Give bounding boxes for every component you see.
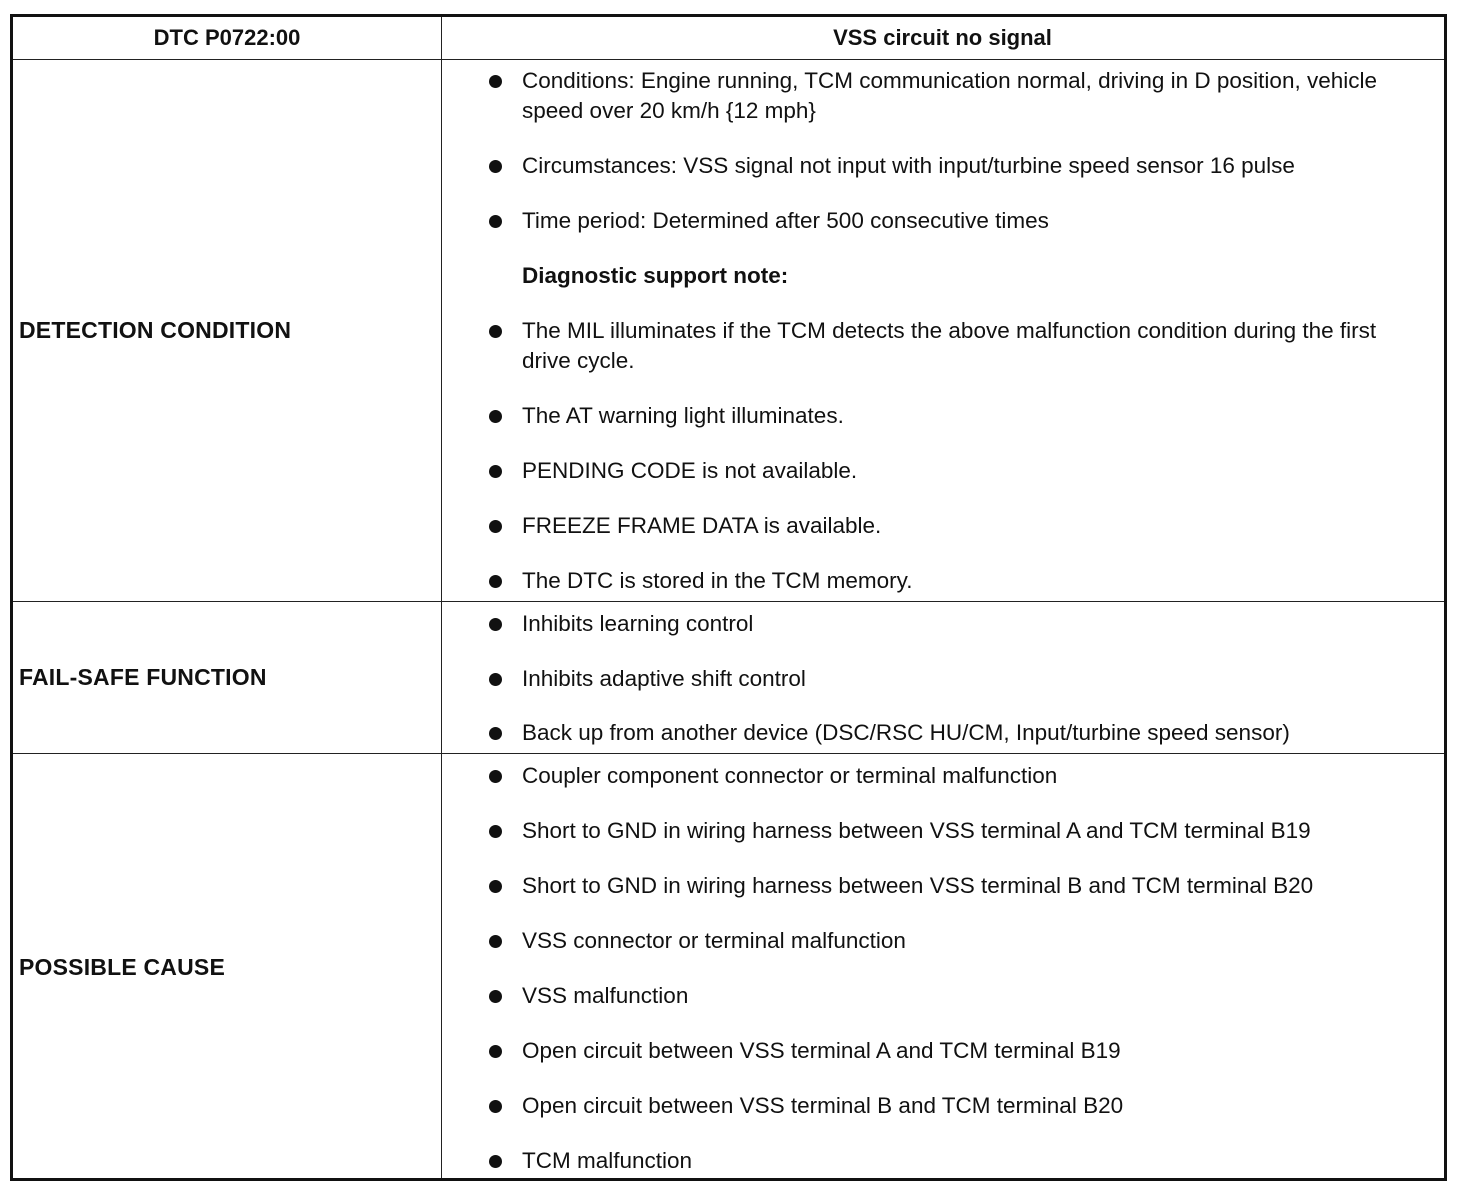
bullet-icon bbox=[489, 75, 502, 88]
bullet-icon bbox=[489, 325, 502, 338]
bullet-icon bbox=[489, 1045, 502, 1058]
detection-row-divider bbox=[13, 601, 1444, 602]
header-row-divider bbox=[13, 59, 1444, 60]
column-divider bbox=[441, 17, 442, 1178]
bullet-icon bbox=[489, 825, 502, 838]
bullet-icon bbox=[489, 1155, 502, 1168]
bullet-icon bbox=[489, 160, 502, 173]
dtc-table: DTC P0722:00 VSS circuit no signal DETECTION CONDITION Conditions: Engine running, TCM communication normal, driving in D position, vehicle speed over 20 km/h {12 mph} Circumstances: VSS signal not input with input/turbine speed sensor 16 pulse Time period: Determined after 500 consecutive times Diagnostic support note: The MIL illuminates if the TCM detects the above malfunction condition during the first drive cycle. The AT warning light illuminates. PENDING CODE is not available. FREEZE FRAME DATA is available. The DTC is stored in the TCM memory. FAIL-SAFE FUNCTION Inhibits learning control Inhibits adaptive shift control Back up from another device (DSC/RSC HU/CM, Input/turbine speed sensor) POSSIBLE CAUSE Coupler component connector or terminal malfunction Short to GND in wiring harness between VSS terminal A and TCM terminal B19 Short to GND in wiring harness between VSS terminal B and TCM terminal B20 VSS connector or terminal malfunction VSS malfunction Open circuit between VSS terminal A and TCM terminal B19 Open circuit between VSS terminal B and TCM terminal B20 TCM malfunction bbox=[10, 14, 1447, 1181]
diagnostic-support-note-heading: Diagnostic support note: bbox=[522, 263, 789, 288]
bullet-icon bbox=[489, 1100, 502, 1113]
bullet-icon bbox=[489, 673, 502, 686]
detection-condition-label: DETECTION CONDITION bbox=[19, 317, 292, 343]
bullet-icon bbox=[489, 770, 502, 783]
bullet-icon bbox=[489, 935, 502, 948]
failsafe-row-divider bbox=[13, 753, 1444, 754]
possible-cause-label: POSSIBLE CAUSE bbox=[19, 954, 226, 980]
bullet-icon bbox=[489, 215, 502, 228]
bullet-icon bbox=[489, 727, 502, 740]
dtc-title-header: VSS circuit no signal bbox=[833, 25, 1052, 50]
bullet-icon bbox=[489, 520, 502, 533]
bullet-icon bbox=[489, 410, 502, 423]
bullet-icon bbox=[489, 465, 502, 478]
bullet-icon bbox=[489, 618, 502, 631]
fail-safe-function-label: FAIL-SAFE FUNCTION bbox=[19, 664, 267, 690]
bullet-icon bbox=[489, 990, 502, 1003]
dtc-code-header: DTC P0722:00 bbox=[153, 25, 301, 50]
bullet-icon bbox=[489, 575, 502, 588]
bullet-icon bbox=[489, 880, 502, 893]
